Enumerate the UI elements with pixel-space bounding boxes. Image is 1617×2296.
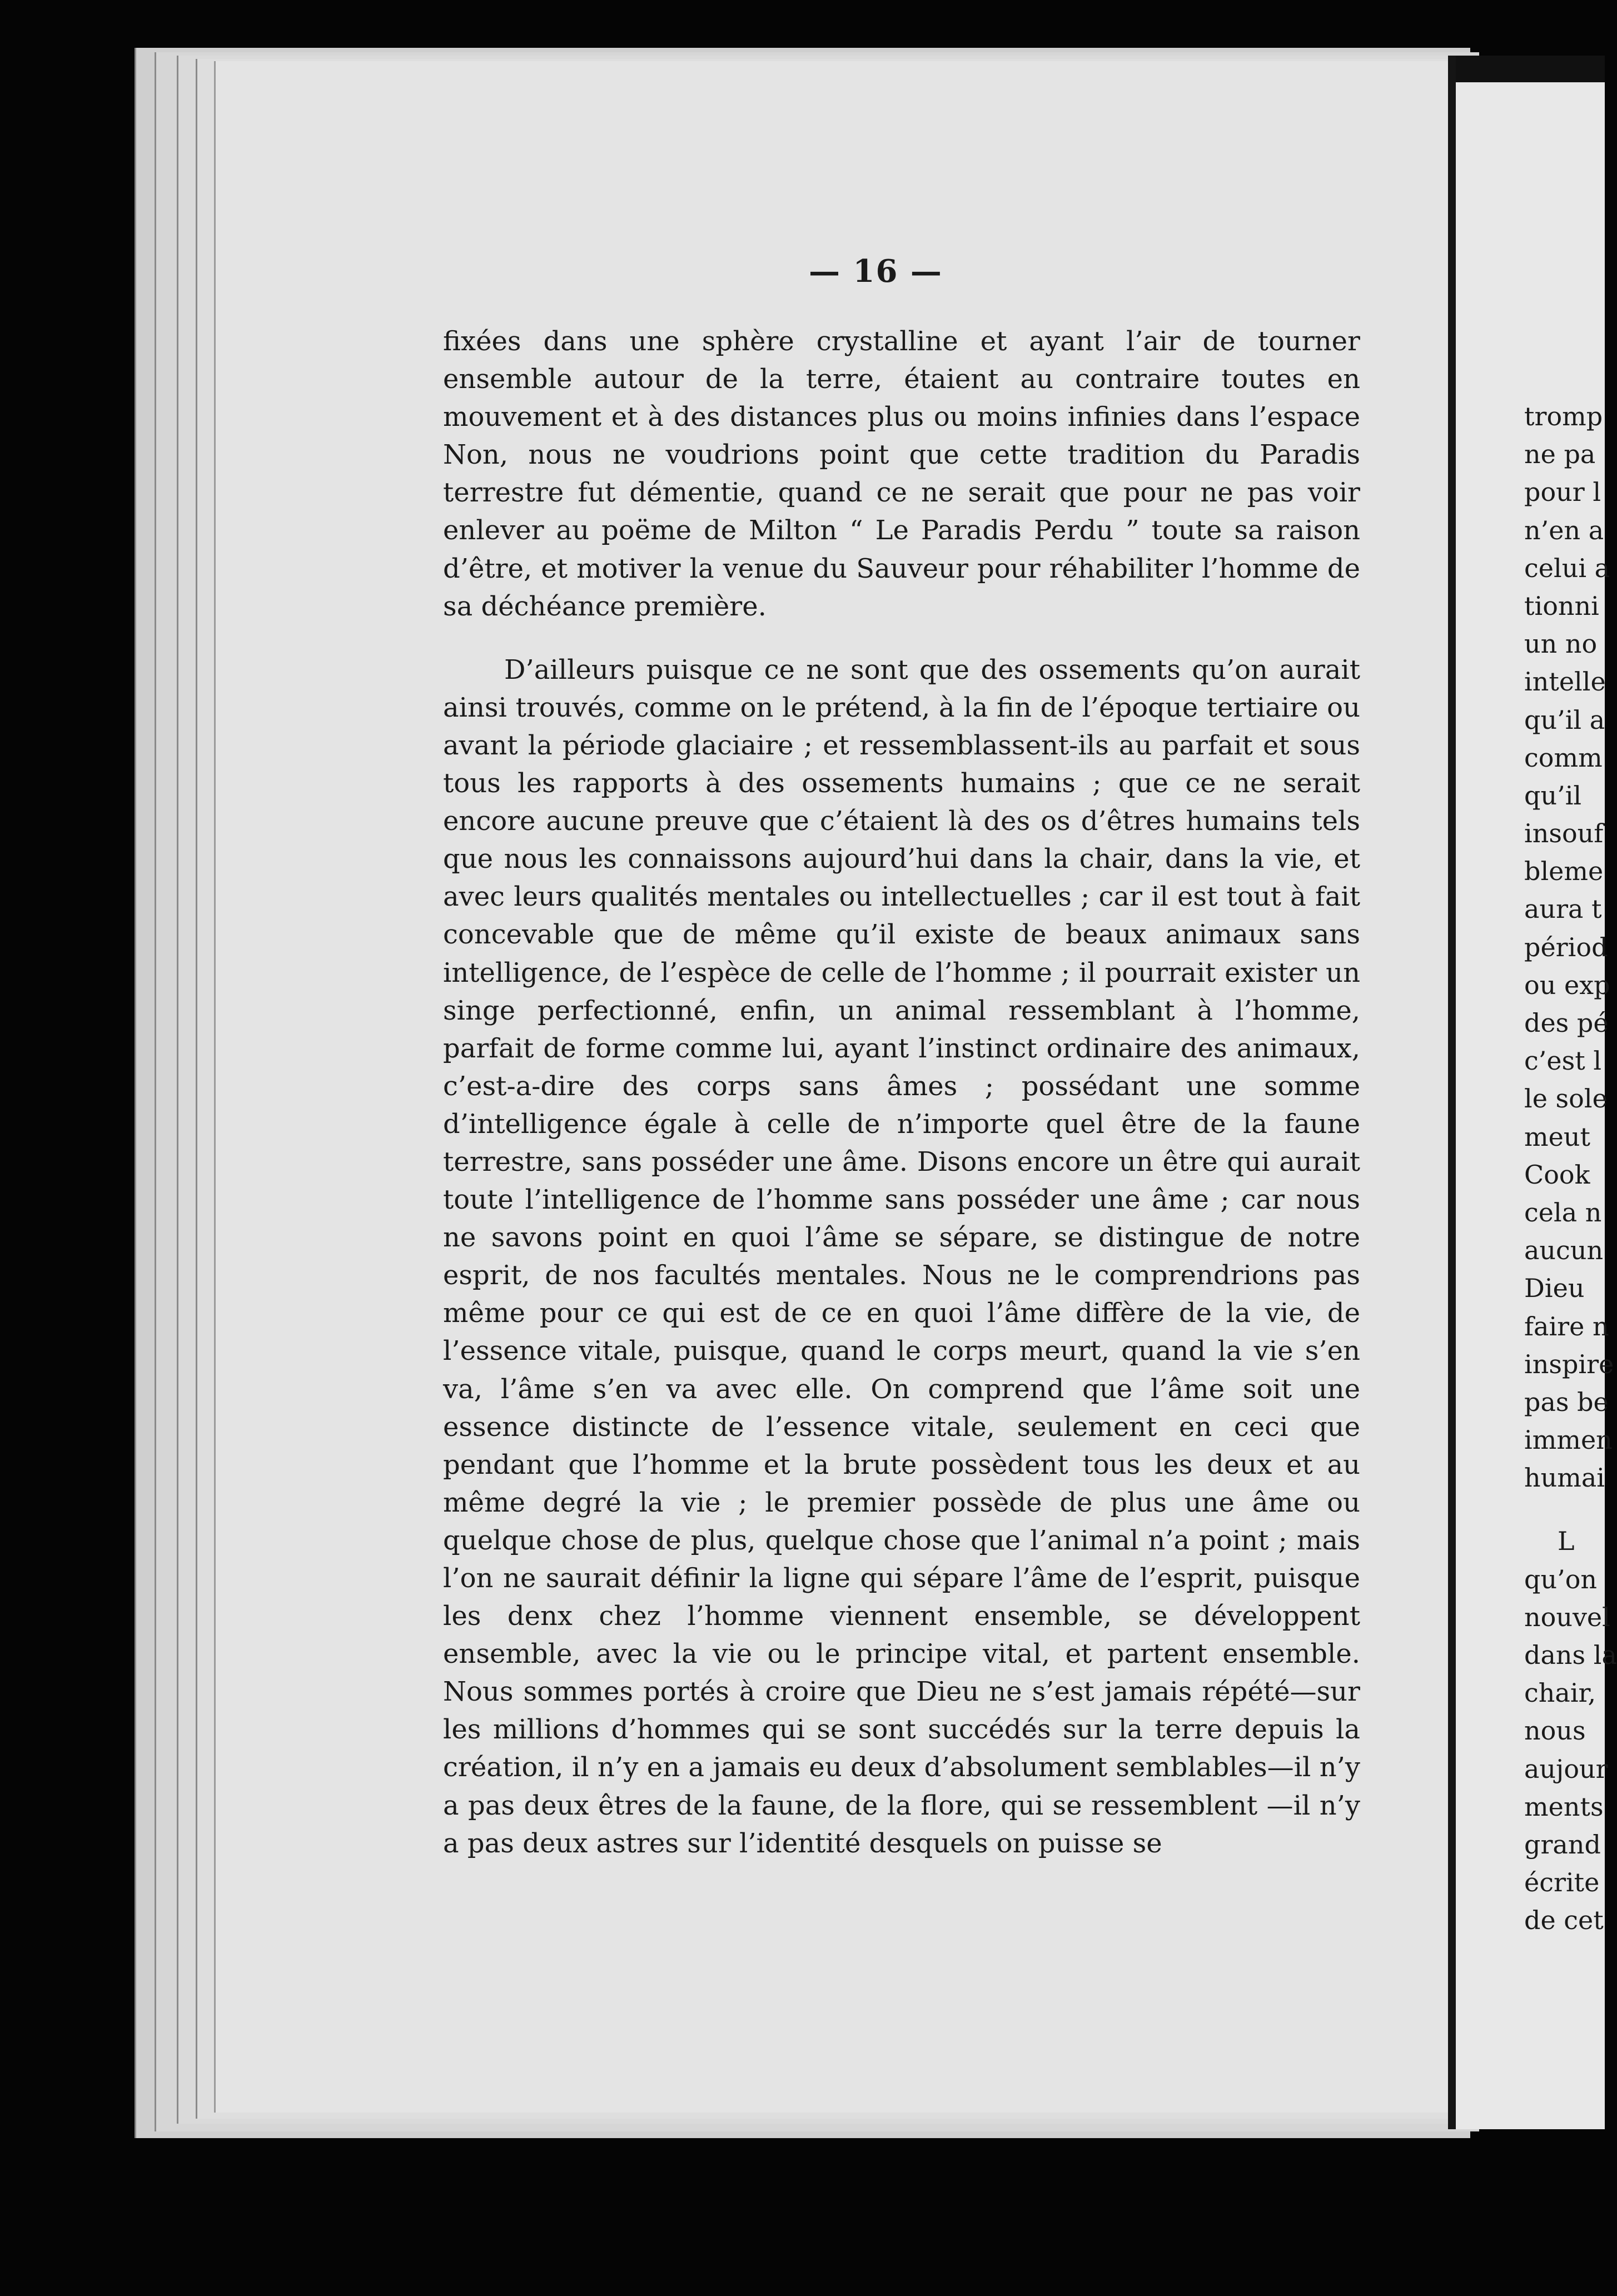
right-line: L xyxy=(1558,1526,1575,1557)
right-line: aujour xyxy=(1524,1753,1608,1784)
right-line: nouvel xyxy=(1524,1602,1610,1632)
right-line: ments xyxy=(1524,1791,1604,1822)
right-line: dans la xyxy=(1524,1640,1617,1670)
right-line: grand xyxy=(1524,1829,1601,1860)
right-line: Dieu xyxy=(1524,1273,1585,1304)
right-line: aura t xyxy=(1524,894,1602,925)
right-line: ou exp xyxy=(1524,970,1610,1000)
right-line: celui a xyxy=(1524,553,1610,583)
right-line: meut xyxy=(1524,1121,1590,1152)
right-line: des pé xyxy=(1524,1008,1609,1038)
right-line: périod xyxy=(1524,932,1608,962)
right-line: inspire xyxy=(1524,1349,1614,1379)
right-line: ne pa xyxy=(1524,439,1596,470)
body-text xyxy=(443,322,1360,1862)
right-page-top-rule xyxy=(1456,56,1605,82)
paragraph-1: fixées dans une sphère crystalline et ayant l’air de tourner ensemble autour de la terre, étaient au contraire toutes en mouvement et à des distances plus ou moins infinies dans l’espace Non, nous ne voudrions point que cette tradition du Paradis terrestre fut démentie, quand ce ne serait que pour ne pas voir enlever au poëme de Milton “ Le Paradis Perdu ” toute sa raison d’être, et motiver la venue du Sauveur pour réhabiliter l’homme de sa déchéance première. xyxy=(443,326,1360,622)
right-line: un no xyxy=(1524,629,1598,659)
right-line: pour l xyxy=(1524,477,1601,508)
right-line: immen xyxy=(1524,1425,1613,1455)
right-line: bleme xyxy=(1524,856,1604,887)
paragraph-gap xyxy=(1524,1497,1602,1522)
paragraph-2: D’ailleurs puisque ce ne sont que des ossements qu’on aurait ainsi trouvés, comme on le prétend, à la fin de l’époque tertiaire ou avant la période glaciaire ; et ressemblassent-ils au parfait et sous tous les rapports à des ossements humains ; que ce ne serait encore aucune preuve que c’étaient là des os d’êtres humains tels que nous les connaissons aujourd’hui dans la chair, dans la vie, et avec leurs qualités mentales ou intellectuelles ; car il est tout à fait concevable que de même qu’il existe de beaux animaux sans intelligence, de l’espèce de celle de l’homme ; il pourrait exister un singe perfectionné, enfin, un animal ressemblant à l’homme, parfait de forme comme lui, ayant l’instinct ordinaire des animaux, c’est-a-dire des corps sans âmes ; possédant une somme d’intelligence égale à celle de n’importe quel être de la faune terrestre, sans posséder une âme. Disons encore un être qui aurait toute l’intelligence de l’homme sans posséder une âme ; car nous ne savons point en quoi l’âme se sépare, se distingue de notre esprit, de nos facultés mentales. Nous ne le comprendrions pas même pour ce qui est de ce en quoi l’âme diffère de la vie, de l’essence vitale, puisque, quand le corps meurt, quand la vie s’en va, l’âme s’en va avec elle. On comprend que l’âme soit une essence distincte de l’essence vitale, seulement en ceci que pendant que l’homme et la brute possèdent tous les deux et au même degré la vie ; le premier possède de plus une âme ou quelque chose de plus, quelque chose que l’animal n’a point ; mais l’on ne saurait définir la ligne qui sépare l’âme de l’esprit, puisque les denx chez l’homme viennent ensemble, se développent ensemble, avec la vie ou le principe vital, et partent ensemble. Nous sommes portés à croire que Dieu ne s’est jamais répété—sur les millions d’hommes qui se sont succédés sur la terre depuis la création, il n’y en a jamais eu deux d’absolument semblables—il n’y a pas deux êtres de la faune, de la flore, qui se ressemblent —il n’y a pas deux astres sur l’identité desquels on puisse se xyxy=(443,654,1360,1859)
right-line: qu’il xyxy=(1524,780,1582,811)
right-line: tromp xyxy=(1524,401,1603,431)
right-line: aucun xyxy=(1524,1235,1604,1266)
right-line: pas be xyxy=(1524,1386,1609,1417)
page-number: — 16 — xyxy=(809,253,943,290)
right-line: nous xyxy=(1524,1716,1586,1746)
right-line: comm xyxy=(1524,742,1603,773)
right-line: chair, xyxy=(1524,1678,1596,1708)
right-line: c’est l xyxy=(1524,1046,1602,1076)
right-line: humai xyxy=(1524,1463,1605,1493)
right-line: intelle xyxy=(1524,667,1606,697)
right-line: n’en a xyxy=(1524,515,1604,545)
right-line: le sole xyxy=(1524,1084,1608,1114)
right-line: qu’il a xyxy=(1524,704,1605,735)
right-line: Cook xyxy=(1524,1159,1590,1190)
right-line: tionni xyxy=(1524,590,1599,621)
right-page-text xyxy=(1524,397,1617,1940)
right-line: qu’on xyxy=(1524,1564,1598,1594)
right-line: de cet xyxy=(1524,1905,1604,1936)
right-line: cela n xyxy=(1524,1197,1602,1227)
right-line: faire n xyxy=(1524,1311,1609,1341)
right-line: écrite xyxy=(1524,1867,1600,1898)
right-line: insouf xyxy=(1524,818,1604,849)
